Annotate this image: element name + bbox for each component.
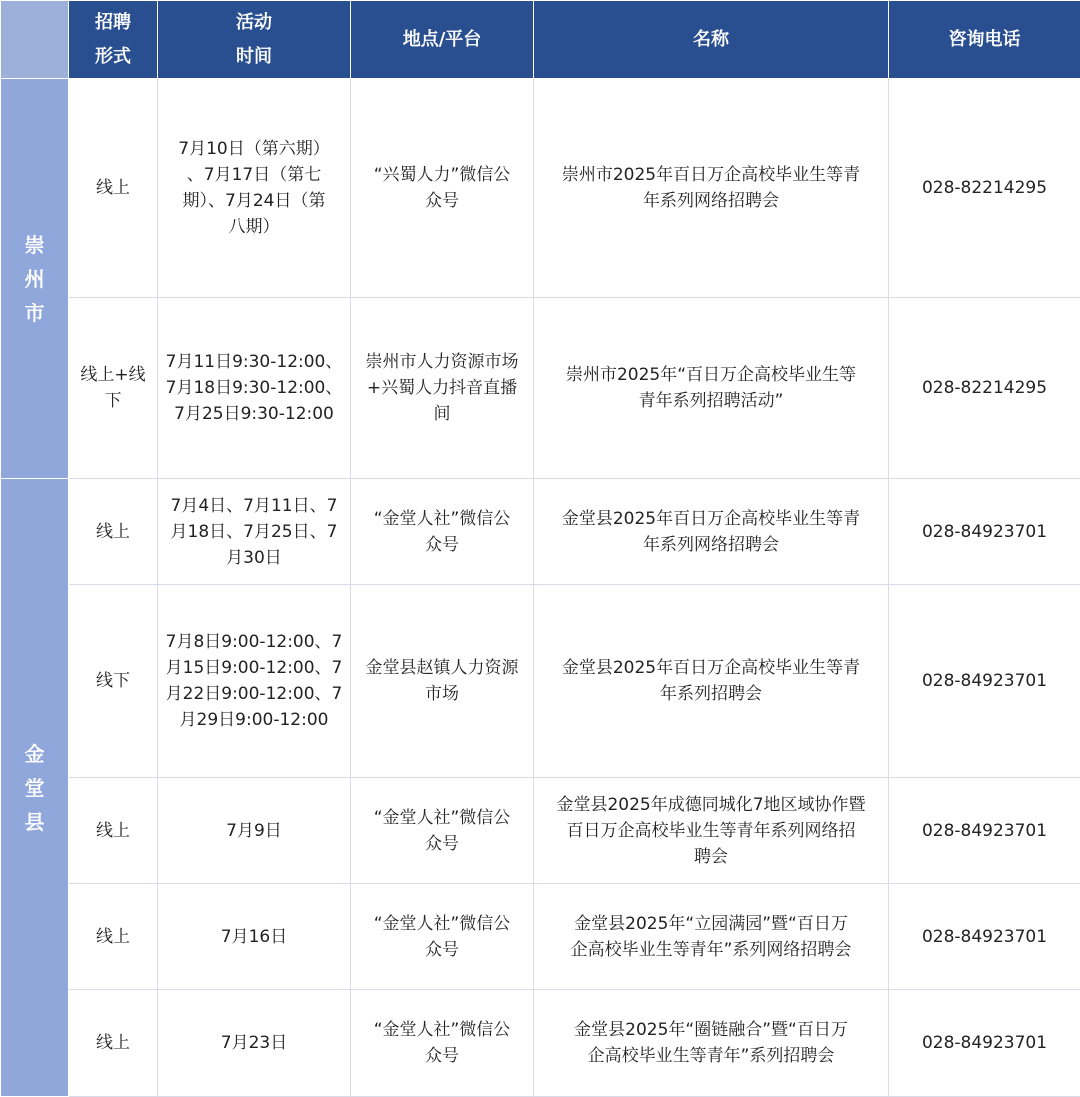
header-row [1,1,1080,79]
header-name-label: 名称 [693,29,729,50]
cell-time [158,990,351,1097]
phone-text: 028-84923701 [922,1033,1047,1053]
name-text: 金堂县2025年成德同城化7地区域协作暨 百日万企高校毕业生等青年系列网络招 聘会 [556,792,865,870]
table-row [1,585,1080,778]
phone-text: 028-84923701 [922,522,1047,542]
table-row [1,298,1080,479]
cell-form [69,79,158,298]
form-text: 线上 [96,519,130,545]
cell-phone [889,585,1080,778]
place-text: “金堂人社”微信公 众号 [374,911,511,963]
place-text: 金堂县赵镇人力资源 市场 [366,655,519,707]
cell-phone [889,479,1080,585]
header-phone [889,1,1080,79]
name-text: 金堂县2025年“立园满园”暨“百日万 企高校毕业生等青年”系列网络招聘会 [571,911,852,963]
header-form-label: 招聘 形式 [95,6,131,74]
cell-place [351,298,534,479]
cell-name [534,479,889,585]
cell-place [351,778,534,884]
cell-name [534,990,889,1097]
region-cell-jintang [1,479,69,1097]
form-text: 线上 [96,1030,130,1056]
phone-text: 028-84923701 [922,671,1047,691]
region-label: 金 堂 县 [25,737,45,839]
form-text: 线上 [96,924,130,950]
time-text: 7月10日（第六期） 、7月17日（第七 期）、7月24日（第 八期） [178,136,329,240]
region-label: 崇 州 市 [25,228,45,330]
table-row [1,990,1080,1097]
name-text: 金堂县2025年百日万企高校毕业生等青 年系列招聘会 [562,655,860,707]
cell-phone [889,298,1080,479]
cell-place [351,884,534,990]
header-time-label: 活动 时间 [236,6,272,74]
cell-phone [889,990,1080,1097]
name-text: 金堂县2025年“圈链融合”暨“百日万 企高校毕业生等青年”系列招聘会 [574,1017,848,1069]
cell-name [534,298,889,479]
cell-form [69,990,158,1097]
region-cell-chongzhou [1,79,69,479]
cell-name [534,884,889,990]
place-text: 崇州市人力资源市场 +兴蜀人力抖音直播 间 [366,349,519,427]
time-text: 7月16日 [221,924,287,950]
cell-form [69,298,158,479]
header-place [351,1,534,79]
cell-phone [889,778,1080,884]
phone-text: 028-84923701 [922,821,1047,841]
time-text: 7月8日9:00-12:00、7 月15日9:00-12:00、7 月22日9:00-12:00、7 月29日9:00-12:00 [166,629,343,733]
cell-phone [889,884,1080,990]
cell-place [351,79,534,298]
cell-form [69,585,158,778]
header-phone-label: 咨询电话 [949,29,1021,50]
cell-time [158,884,351,990]
header-form [69,1,158,79]
header-corner [1,1,69,79]
name-text: 崇州市2025年“百日万企高校毕业生等 青年系列招聘活动” [566,362,856,414]
cell-form [69,778,158,884]
table-row [1,479,1080,585]
cell-place [351,990,534,1097]
cell-time [158,479,351,585]
time-text: 7月4日、7月11日、7 月18日、7月25日、7 月30日 [171,493,338,571]
table-row [1,778,1080,884]
table-row [1,884,1080,990]
cell-time [158,585,351,778]
table-row [1,79,1080,298]
place-text: “金堂人社”微信公 众号 [374,506,511,558]
form-text: 线下 [96,668,130,694]
place-text: “金堂人社”微信公 众号 [374,805,511,857]
form-text: 线上 [96,175,130,201]
cell-time [158,298,351,479]
phone-text: 028-82214295 [922,178,1047,198]
time-text: 7月9日 [226,818,282,844]
name-text: 金堂县2025年百日万企高校毕业生等青 年系列网络招聘会 [562,506,860,558]
name-text: 崇州市2025年百日万企高校毕业生等青 年系列网络招聘会 [562,162,860,214]
time-text: 7月11日9:30-12:00、 7月18日9:30-12:00、 7月25日9:30-12:00 [166,349,343,427]
phone-text: 028-82214295 [922,378,1047,398]
cell-place [351,479,534,585]
cell-name [534,778,889,884]
cell-phone [889,79,1080,298]
cell-name [534,79,889,298]
cell-form [69,479,158,585]
place-text: “金堂人社”微信公 众号 [374,1017,511,1069]
time-text: 7月23日 [221,1030,287,1056]
form-text: 线上 [96,818,130,844]
phone-text: 028-84923701 [922,927,1047,947]
header-name [534,1,889,79]
cell-form [69,884,158,990]
cell-time [158,778,351,884]
cell-time [158,79,351,298]
cell-place [351,585,534,778]
form-text: 线上+线 下 [80,362,145,414]
place-text: “兴蜀人力”微信公 众号 [374,162,511,214]
header-place-label: 地点/平台 [403,29,482,50]
header-time [158,1,351,79]
cell-name [534,585,889,778]
